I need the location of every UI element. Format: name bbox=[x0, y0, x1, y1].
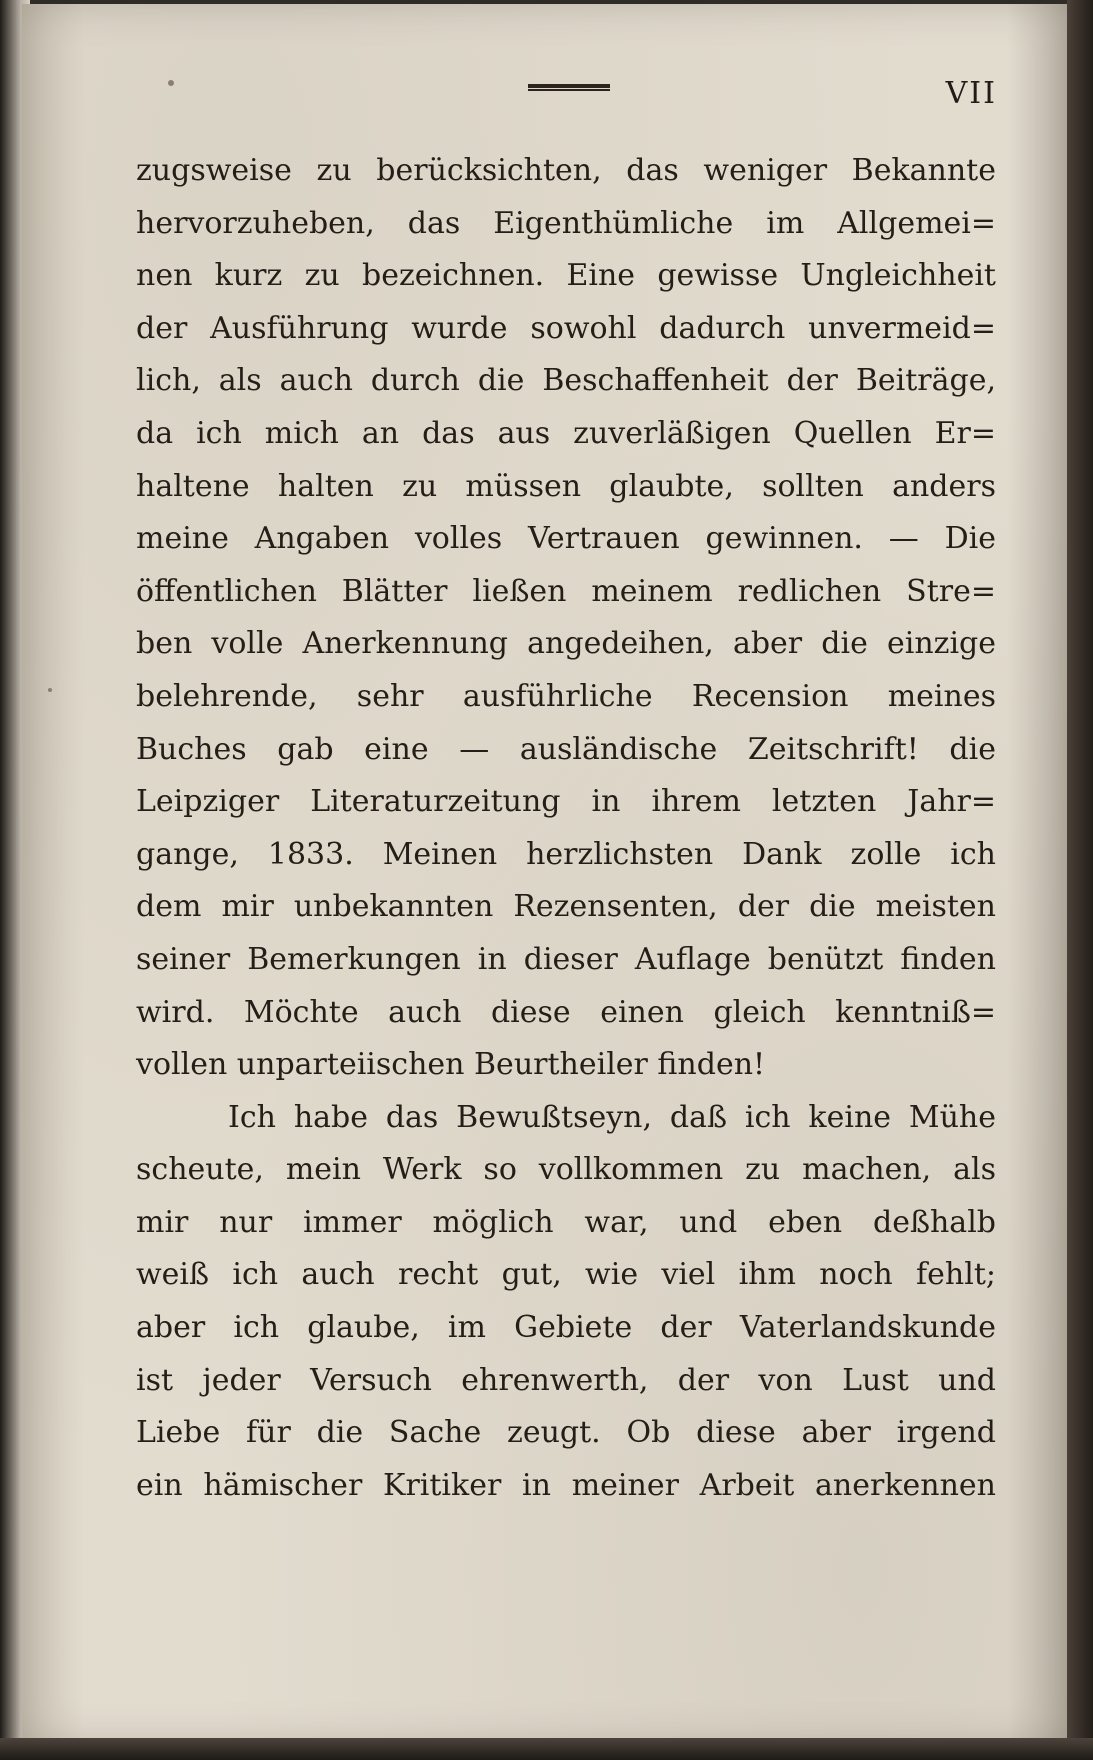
text-line: weiß ich auch recht gut, wie viel ihm noch fehlt; bbox=[136, 1257, 996, 1293]
text-line: hervorzuheben, das Eigenthümliche im Allgemei= bbox=[136, 205, 996, 241]
book-cover-edge bbox=[1067, 0, 1093, 1760]
text-line: Buches gab eine — ausländische Zeitschrift! die bbox=[136, 731, 996, 767]
page-number: VII bbox=[945, 76, 997, 111]
text-line: nen kurz zu bezeichnen. Eine gewisse Ungleichheit bbox=[136, 258, 996, 294]
text-line: scheute, mein Werk so vollkommen zu machen, als bbox=[136, 1152, 996, 1188]
text-line: aber ich glaube, im Gebiete der Vaterlandskunde bbox=[136, 1310, 996, 1346]
text-line: lich, als auch durch die Beschaffenheit der Beiträge, bbox=[136, 363, 996, 399]
text-line: gange, 1833. Meinen herzlichsten Dank zolle ich bbox=[136, 836, 996, 872]
text-line: mir nur immer möglich war, und eben deßhalb bbox=[136, 1204, 996, 1240]
text-line: Liebe für die Sache zeugt. Ob diese aber irgend bbox=[136, 1415, 996, 1451]
text-line: öffentlichen Blätter ließen meinem redlichen Stre= bbox=[136, 573, 996, 609]
text-line: haltene halten zu müssen glaubte, sollten anders bbox=[136, 468, 996, 504]
text-line: Leipziger Literaturzeitung in ihrem letzten Jahr= bbox=[136, 784, 996, 820]
text-line: ist jeder Versuch ehrenwerth, der von Lust und bbox=[136, 1362, 996, 1398]
text-line: dem mir unbekannten Rezensenten, der die meisten bbox=[136, 889, 996, 925]
text-line: Ich habe das Bewußtseyn, daß ich keine Mühe bbox=[228, 1099, 996, 1135]
paper-speck bbox=[48, 688, 52, 692]
text-line: meine Angaben volles Vertrauen gewinnen. — Die bbox=[136, 521, 996, 557]
header-rule bbox=[528, 84, 610, 91]
book-bottom-edge bbox=[0, 1738, 1093, 1760]
text-line: seiner Bemerkungen in dieser Auflage benützt finden bbox=[136, 941, 996, 977]
text-line: ben volle Anerkennung angedeihen, aber die einzige bbox=[136, 626, 996, 662]
text-line: wird. Möchte auch diese einen gleich kenntniß= bbox=[136, 994, 996, 1030]
body-text bbox=[136, 145, 996, 1512]
text-line: der Ausführung wurde sowohl dadurch unvermeid= bbox=[136, 310, 996, 346]
text-line: da ich mich an das aus zuverläßigen Quellen Er= bbox=[136, 415, 996, 451]
text-line: ein hämischer Kritiker in meiner Arbeit anerkennen bbox=[136, 1467, 996, 1503]
paper-speck bbox=[168, 80, 174, 86]
text-line: zugsweise zu berücksichten, das weniger Bekannte bbox=[136, 153, 996, 188]
text-line: belehrende, sehr ausführliche Recension meines bbox=[136, 678, 996, 714]
text-line: vollen unparteiischen Beurtheiler finden! bbox=[136, 1047, 766, 1083]
